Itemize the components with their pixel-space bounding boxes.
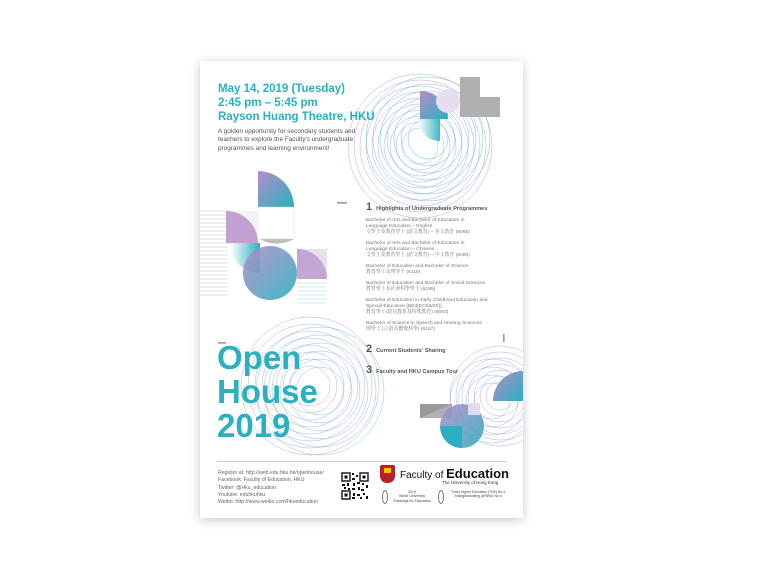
programme-name: Bachelor of Arts and Bachelor of Education in (366, 218, 465, 223)
event-date: May 14, 2019 (Tuesday) (218, 83, 345, 95)
programme-item (366, 264, 514, 276)
programme-name: Bachelor of Education in Early Childhood Education and (366, 298, 488, 303)
laurel-right-icon (438, 490, 444, 504)
highlights-title: Highlights of Undergraduate Programmes (376, 206, 488, 212)
programme-name: Bachelor of Education and Bachelor of Social Sciences (366, 281, 486, 286)
section-title: Current Students' Sharing (376, 348, 446, 354)
programme-name: Bachelor of Arts and Bachelor of Education in (366, 241, 465, 246)
university-name: The University of Hong Kong (442, 480, 499, 485)
programme-item (366, 298, 514, 316)
programme-chinese: 理學士 (言語及聽覺科學) (6157) (366, 327, 436, 332)
section-number: 3 (366, 364, 373, 376)
programme-chinese: 教育學士及社會科學學士 (6195) (366, 287, 436, 292)
left-stripes (200, 211, 228, 295)
headline-line: Open (217, 339, 302, 376)
programme-item (366, 281, 514, 293)
event-details (218, 82, 375, 124)
headline (217, 341, 318, 443)
qr-code-icon (341, 472, 369, 500)
programme-name-cont: Language Education – English (366, 224, 433, 229)
register-link[interactable]: Register at: http://web.edu.hku.hk/openhouse/ (218, 470, 324, 476)
top-right-squares (418, 77, 500, 141)
facebook-info: Facebook: Faculty of Education, HKU (218, 477, 305, 484)
programme-chinese: 教育學士(幼兒教育及特殊教育) (6093) (366, 310, 449, 315)
programme-name: Bachelor of Education and Bachelor of Science (366, 264, 469, 269)
event-time: 2:45 pm – 5:45 pm (218, 97, 318, 109)
section-number: 2 (366, 343, 373, 355)
twitter-info: Twitter: @Hku_education (218, 484, 277, 491)
programme-name-cont: Special Education [BEd(ECE&SE)] (366, 304, 442, 309)
programme-chinese: 文學士及教育學士 (語文教育) – 英文教育 (6066) (366, 230, 470, 235)
programme-item (366, 321, 514, 333)
left-middle-shapes (226, 171, 327, 300)
footer-divider (217, 461, 506, 462)
programme-name-cont: Language Education – Chinese (366, 247, 435, 252)
bottom-right-shapes (420, 371, 523, 448)
youtube-info: Youtube: eduhkuhku (218, 491, 266, 498)
faculty-logo (380, 463, 512, 513)
event-venue: Rayson Huang Theatre, HKU (218, 111, 375, 123)
weibo-link[interactable]: Weibo: http://www.weibo.com/hkueducation (218, 499, 318, 506)
section-campus-tour (366, 364, 458, 376)
headline-line: 2019 (217, 407, 291, 444)
section-title: Faculty and HKU Campus Tour (376, 369, 459, 375)
section-students-sharing (366, 343, 446, 355)
programme-item (366, 241, 514, 259)
hku-crest-icon (380, 465, 395, 483)
headline-line: House (217, 373, 318, 410)
programme-name: Bachelor of Science in Speech and Hearing Sciences (366, 321, 482, 326)
faculty-name: Faculty of Education (400, 466, 509, 481)
ranking-details: Times Higher Education (THE) No.4 Shanghairanking (ARWU) No.6 (450, 490, 506, 499)
programme-chinese: 教育學士及理學士 (6119) (366, 270, 421, 275)
poster (200, 61, 523, 518)
programme-item (366, 218, 514, 236)
highlights-number: 1 (366, 201, 373, 213)
highlights-section (366, 201, 514, 338)
ranking-badge: 2019 World University Rankings for Education (393, 490, 431, 503)
contact-info (218, 470, 324, 506)
intro-text: A golden opportunity for secondary students and teachers to explore the Faculty's undergraduate programmes and learning environment! (218, 128, 356, 152)
programme-chinese: 文學士及教育學士 (語文教育) – 中文教育 (6080) (366, 253, 470, 258)
